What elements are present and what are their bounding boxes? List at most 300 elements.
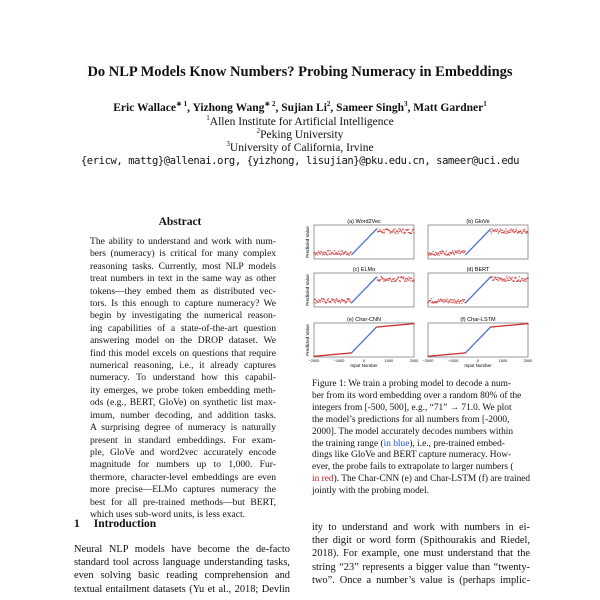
- data-point: [429, 252, 430, 253]
- data-point: [513, 281, 514, 282]
- data-point: [449, 301, 450, 302]
- x-tick-label: −2000: [308, 359, 320, 363]
- data-point: [392, 231, 393, 232]
- data-point: [344, 301, 345, 302]
- data-point: [456, 301, 457, 302]
- data-point: [438, 253, 439, 254]
- data-point: [518, 279, 519, 280]
- data-point: [518, 276, 519, 277]
- text-line: imum, number decoding, and addition tasks.: [90, 409, 276, 421]
- data-point: [320, 300, 321, 301]
- data-point: [379, 281, 380, 282]
- data-point: [452, 299, 453, 300]
- data-point: [442, 299, 443, 300]
- text-line: ple, GloVe and word2vec accurately encode: [90, 446, 276, 458]
- x-tick-label: −1000: [447, 359, 459, 363]
- data-point: [339, 253, 340, 254]
- data-point: [432, 251, 433, 252]
- x-tick-label: 1000: [384, 359, 394, 363]
- text-line: magnitude for numbers up to 1,000. Fur-: [90, 459, 276, 471]
- text-line: 2018). For example, one must understand that the: [312, 548, 530, 560]
- data-point: [495, 229, 496, 230]
- data-point: [457, 252, 458, 253]
- data-point: [413, 323, 414, 324]
- data-point: [527, 233, 528, 234]
- data-point: [510, 231, 511, 232]
- x-tick-label: 2000: [523, 359, 533, 363]
- data-point: [515, 278, 516, 279]
- data-point: [506, 276, 507, 277]
- data-point: [444, 301, 445, 302]
- data-point: [322, 301, 323, 302]
- column2-text: [312, 521, 530, 587]
- data-point: [502, 230, 503, 231]
- panel-title: (f) Char-LSTM: [460, 317, 496, 323]
- data-point: [408, 232, 409, 233]
- text-line: The ability to understand and work with num-: [90, 236, 276, 247]
- data-point: [515, 231, 516, 232]
- data-point: [411, 277, 412, 278]
- data-point: [436, 253, 437, 254]
- data-point: [348, 298, 349, 299]
- data-point: [463, 252, 464, 253]
- data-point: [406, 278, 407, 279]
- panel-title: (b) GloVe: [466, 219, 490, 225]
- data-point: [341, 253, 342, 254]
- data-point: [522, 229, 523, 230]
- data-point: [408, 276, 409, 277]
- data-point: [403, 229, 404, 230]
- data-point: [509, 280, 510, 281]
- data-point: [427, 252, 428, 253]
- data-point: [524, 280, 525, 281]
- data-point: [338, 251, 339, 252]
- data-point: [453, 300, 454, 301]
- data-point: [454, 302, 455, 303]
- data-point: [452, 302, 453, 303]
- data-point: [491, 228, 492, 229]
- data-point: [462, 250, 463, 251]
- data-point: [446, 300, 447, 301]
- data-point: [444, 253, 445, 254]
- data-point: [318, 301, 319, 302]
- data-point: [329, 252, 330, 253]
- data-point: [335, 299, 336, 300]
- text-line: ity emerges, we probe token embedding meth-: [90, 384, 276, 396]
- text-line: ods (e.g., BERT, GloVe) on synthetic list max-: [90, 397, 276, 409]
- data-point: [330, 250, 331, 251]
- chart-panel: [305, 219, 415, 259]
- data-point: [407, 229, 408, 230]
- data-point: [328, 298, 329, 299]
- data-point: [413, 229, 414, 230]
- data-point: [459, 250, 460, 251]
- panel-title: (e) Char-CNN: [347, 317, 381, 323]
- data-point: [464, 299, 465, 300]
- data-point: [327, 254, 328, 255]
- text-line: standard tool across language understanding tasks,: [74, 557, 290, 569]
- text-line: string “23” represents a bigger value than “twenty-: [312, 561, 530, 573]
- data-point: [456, 303, 457, 304]
- author: Yizhong Wang$^{∗ 2}$,: [192, 100, 282, 114]
- data-point: [463, 250, 464, 251]
- data-point: [522, 233, 523, 234]
- data-point: [524, 279, 525, 280]
- data-point: [339, 300, 340, 301]
- data-point: [395, 233, 396, 234]
- chart-panel: [423, 317, 533, 368]
- data-point: [376, 228, 377, 229]
- data-point: [439, 255, 440, 256]
- text-line: numeracy. To understand how this capabil-: [90, 372, 276, 384]
- data-point: [451, 299, 452, 300]
- introduction-text: [74, 543, 290, 596]
- data-point: [333, 299, 334, 300]
- panel-title: (a) Word2Vec: [347, 219, 381, 225]
- data-point: [505, 233, 506, 234]
- data-point: [413, 232, 414, 233]
- figure-caption: Figure 1: We train a probing model to decode a num- ber from its word embedding over a random 80% of the integers from [-500, 500], e.g., “71” → 71.0. We plot the model’s predictions for all numbers from [-2000, 2000]. The model accurately decodes numbers within the training range (in blue), i.e., pre-trained embed- dings like GloVe and BERT capture numeracy. How- ever, the probe fails to extrapolate to larger numbers ( in red). The Char-CNN (e) and Char-LSTM (f) are trained jointly with the probing model.: [312, 379, 531, 497]
- data-point: [327, 300, 328, 301]
- data-point: [446, 250, 447, 251]
- data-point: [332, 251, 333, 252]
- data-point: [328, 254, 329, 255]
- data-point: [506, 230, 507, 231]
- data-point: [398, 232, 399, 233]
- data-point: [340, 302, 341, 303]
- data-point: [408, 229, 409, 230]
- data-point: [326, 302, 327, 303]
- paper-title: Do NLP Models Know Numbers? Probing Numeracy in Embeddings: [87, 64, 513, 80]
- data-point: [323, 299, 324, 300]
- text-line: more precise—ELMo captures numeracy the: [90, 484, 276, 496]
- data-point: [393, 229, 394, 230]
- data-point: [403, 278, 404, 279]
- chart-panel: [427, 219, 528, 259]
- data-point: [398, 277, 399, 278]
- data-point: [503, 280, 504, 281]
- text-line: best for all pre-trained methods—but BERT,: [90, 496, 276, 508]
- text-line: tors. Is this enough to capture numeracy? We: [90, 298, 276, 310]
- data-point: [496, 231, 497, 232]
- data-point: [328, 250, 329, 251]
- data-point: [382, 278, 383, 279]
- data-point: [321, 254, 322, 255]
- data-point: [438, 299, 439, 300]
- data-point: [349, 300, 350, 301]
- data-point: [434, 255, 435, 256]
- data-point: [451, 302, 452, 303]
- data-point: [344, 253, 345, 254]
- data-point: [435, 254, 436, 255]
- affiliation: $^1$Allen Institute for Artificial Intelligence: [206, 114, 394, 128]
- data-point: [457, 300, 458, 301]
- data-point: [516, 230, 517, 231]
- data-point: [318, 250, 319, 251]
- data-point: [376, 277, 377, 278]
- data-point: [408, 279, 409, 280]
- data-point: [314, 252, 315, 253]
- data-point: [404, 279, 405, 280]
- data-point: [456, 252, 457, 253]
- data-point: [388, 278, 389, 279]
- text-line: present in standard embeddings. For exam-: [90, 434, 276, 446]
- data-point: [505, 281, 506, 282]
- data-point: [507, 233, 508, 234]
- data-point: [333, 301, 334, 302]
- data-point: [350, 300, 351, 301]
- data-point: [441, 301, 442, 302]
- data-point: [445, 254, 446, 255]
- affiliation: $^3$University of California, Irvine: [226, 140, 374, 154]
- text-line: ing capabilities of a state-of-the-art question: [90, 322, 276, 334]
- data-point: [315, 302, 316, 303]
- data-point: [430, 300, 431, 301]
- data-point: [380, 279, 381, 280]
- data-point: [497, 277, 498, 278]
- data-point: [399, 281, 400, 282]
- data-point: [399, 229, 400, 230]
- data-point: [500, 228, 501, 229]
- author-emails: {ericw, mattg}@allenai.org, {yizhong, lisujian}@pku.edu.cn, sameer@uci.edu: [80, 155, 520, 167]
- data-point: [525, 281, 526, 282]
- data-point: [349, 298, 350, 299]
- data-point: [343, 253, 344, 254]
- data-point: [493, 279, 494, 280]
- data-point: [501, 278, 502, 279]
- data-point: [390, 278, 391, 279]
- data-point: [389, 233, 390, 234]
- data-point: [337, 254, 338, 255]
- data-point: [320, 301, 321, 302]
- data-point: [316, 252, 317, 253]
- y-axis-label: Predicted Value: [305, 274, 310, 306]
- text-line: ther digit or word form (Spithourakis and Riedel,: [312, 535, 530, 547]
- text-line: textual entailment datasets (Yu et al., 2018; Devlin: [74, 583, 290, 595]
- data-point: [335, 302, 336, 303]
- data-point: [522, 278, 523, 279]
- data-point: [404, 232, 405, 233]
- x-tick-label: −1000: [333, 359, 345, 363]
- text-line: bers (numeracy) is critical for many complex: [90, 248, 276, 260]
- data-point: [321, 251, 322, 252]
- data-point: [350, 251, 351, 252]
- data-point: [498, 233, 499, 234]
- data-point: [384, 280, 385, 281]
- data-point: [435, 252, 436, 253]
- text-line: answering model on the DROP dataset. We: [90, 335, 276, 347]
- data-point: [513, 229, 514, 230]
- data-point: [458, 301, 459, 302]
- data-point: [504, 231, 505, 232]
- affiliation: $^2$Peking University: [256, 127, 344, 141]
- section-heading: 1 Introduction: [74, 518, 157, 530]
- data-point: [398, 228, 399, 229]
- author: Eric Wallace$^{∗ 1}$,: [113, 100, 193, 114]
- data-point: [512, 277, 513, 278]
- data-point: [461, 302, 462, 303]
- data-point: [397, 231, 398, 232]
- data-point: [496, 279, 497, 280]
- data-point: [334, 250, 335, 251]
- text-line: begin by investigating the numerical reason-: [90, 310, 276, 322]
- x-tick-label: −2000: [422, 359, 434, 363]
- data-point: [505, 228, 506, 229]
- abstract-heading: Abstract: [158, 216, 202, 228]
- data-point: [347, 252, 348, 253]
- data-point: [391, 281, 392, 282]
- data-point: [410, 280, 411, 281]
- data-point: [430, 254, 431, 255]
- data-point: [405, 278, 406, 279]
- data-point: [333, 254, 334, 255]
- x-tick-label: 1000: [498, 359, 508, 363]
- data-point: [325, 252, 326, 253]
- data-point: [454, 299, 455, 300]
- data-point: [349, 254, 350, 255]
- data-point: [337, 300, 338, 301]
- data-point: [382, 229, 383, 230]
- data-point: [393, 281, 394, 282]
- data-point: [342, 250, 343, 251]
- data-point: [517, 232, 518, 233]
- data-point: [525, 278, 526, 279]
- data-point: [490, 231, 491, 232]
- text-line: A surprising degree of numeracy is naturally: [90, 422, 276, 434]
- data-point: [324, 254, 325, 255]
- figure-svg: [300, 215, 535, 375]
- data-point: [384, 232, 385, 233]
- data-point: [406, 281, 407, 282]
- data-point: [330, 302, 331, 303]
- text-line: treat numbers in text in the same way as other: [90, 273, 276, 285]
- data-point: [413, 279, 414, 280]
- x-tick-label: 2000: [409, 359, 419, 363]
- data-point: [495, 277, 496, 278]
- panel-title: (c) ELMo: [352, 267, 376, 273]
- data-point: [404, 281, 405, 282]
- data-point: [527, 231, 528, 232]
- data-point: [436, 302, 437, 303]
- data-point: [401, 231, 402, 232]
- data-point: [524, 230, 525, 231]
- data-point: [491, 232, 492, 233]
- data-point: [493, 231, 494, 232]
- data-point: [439, 300, 440, 301]
- x-tick-label: 0: [476, 359, 480, 363]
- data-point: [520, 280, 521, 281]
- data-point: [340, 254, 341, 255]
- data-point: [345, 251, 346, 252]
- data-point: [382, 232, 383, 233]
- data-point: [449, 254, 450, 255]
- data-point: [512, 231, 513, 232]
- data-point: [403, 276, 404, 277]
- chart-panel: [305, 317, 418, 368]
- data-point: [500, 230, 501, 231]
- chart-panel: [427, 267, 528, 307]
- data-point: [490, 229, 491, 230]
- data-point: [499, 231, 500, 232]
- data-point: [498, 280, 499, 281]
- data-point: [524, 229, 525, 230]
- data-point: [432, 253, 433, 254]
- data-point: [443, 252, 444, 253]
- data-point: [454, 254, 455, 255]
- data-point: [397, 278, 398, 279]
- data-point: [508, 232, 509, 233]
- data-point: [457, 299, 458, 300]
- author: Sameer Singh$^3$,: [336, 100, 414, 114]
- text-line: thermore, character-level embeddings are even: [90, 471, 276, 483]
- data-point: [443, 301, 444, 302]
- data-point: [321, 298, 322, 299]
- x-tick-label: 0: [362, 359, 366, 363]
- data-point: [453, 253, 454, 254]
- data-point: [379, 231, 380, 232]
- data-point: [508, 280, 509, 281]
- data-point: [440, 252, 441, 253]
- x-axis-label: Input Number: [350, 363, 378, 368]
- data-point: [393, 279, 394, 280]
- data-point: [501, 232, 502, 233]
- data-point: [527, 278, 528, 279]
- data-point: [510, 229, 511, 230]
- chart-panel: [305, 267, 415, 307]
- data-point: [323, 253, 324, 254]
- data-point: [394, 228, 395, 229]
- data-point: [430, 298, 431, 299]
- text-line: even solving basic reading comprehension and: [74, 570, 290, 582]
- data-point: [331, 298, 332, 299]
- data-point: [316, 300, 317, 301]
- data-point: [509, 232, 510, 233]
- data-point: [520, 231, 521, 232]
- data-point: [386, 280, 387, 281]
- data-point: [447, 302, 448, 303]
- data-point: [515, 229, 516, 230]
- text-line: Neural NLP models have become the de-facto: [74, 544, 290, 555]
- data-point: [349, 253, 350, 254]
- author-list: [0, 100, 600, 114]
- data-point: [317, 254, 318, 255]
- x-axis-label: Input Number: [464, 363, 492, 368]
- data-point: [315, 299, 316, 300]
- panel-title: (d) BERT: [466, 267, 490, 273]
- y-axis-label: Predicted Value: [305, 226, 310, 258]
- data-point: [383, 281, 384, 282]
- data-point: [508, 230, 509, 231]
- data-point: [439, 251, 440, 252]
- data-point: [463, 301, 464, 302]
- text-line: two”. Once a number’s value is (perhaps implic-: [312, 574, 530, 586]
- data-point: [497, 229, 498, 230]
- data-point: [389, 230, 390, 231]
- data-point: [464, 251, 465, 252]
- data-point: [459, 302, 460, 303]
- data-point: [411, 230, 412, 231]
- data-point: [444, 299, 445, 300]
- data-point: [447, 298, 448, 299]
- abstract-body: [90, 236, 276, 521]
- text-line: numerical reasoning, i.e., it already captures: [90, 360, 276, 372]
- data-point: [491, 276, 492, 277]
- data-point: [437, 254, 438, 255]
- author: Matt Gardner$^1$: [413, 100, 487, 114]
- text-line: tokens—they embed them as distributed vec-: [90, 285, 276, 297]
- data-point: [462, 299, 463, 300]
- data-point: [340, 250, 341, 251]
